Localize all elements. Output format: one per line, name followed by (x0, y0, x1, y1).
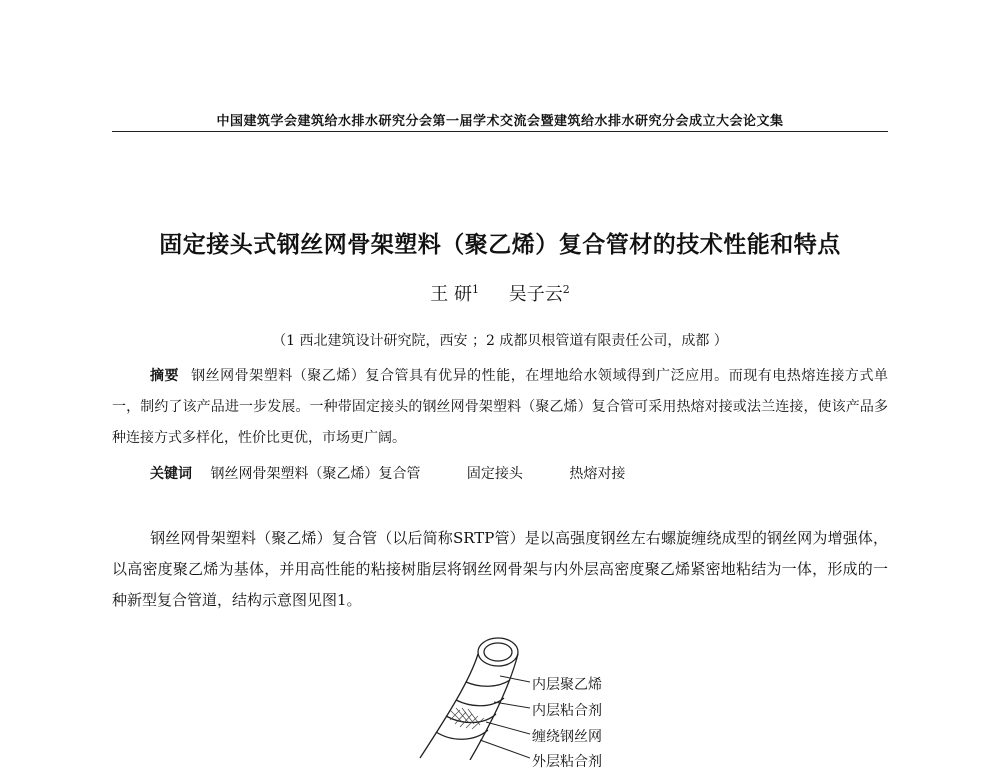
abstract-text: 钢丝网骨架塑料（聚乙烯）复合管具有优异的性能，在埋地给水领域得到广泛应用。而现有电热熔连接方式单一，制约了该产品进一步发展。一种带固定接头的钢丝网骨架塑料（聚乙烯）复合管可采用热熔对接或法兰连接，使该产品多种连接方式多样化，性价比更优，市场更广阔。 (112, 368, 888, 446)
leader-line (480, 740, 530, 758)
pipe-inner-ellipse (484, 643, 512, 661)
body-paragraph (112, 523, 888, 616)
author-affiliation-mark: 1 (472, 283, 479, 296)
keyword: 固定接头 (466, 466, 523, 482)
author-name: 吴子云 (508, 284, 563, 305)
author (430, 280, 479, 306)
keywords (112, 463, 888, 483)
layer-band (436, 730, 488, 739)
abstract-label: 摘要 (150, 368, 180, 384)
pipe-structure-drawing (400, 630, 530, 760)
layer-band (466, 680, 510, 686)
pipe-structure-figure (400, 630, 650, 770)
author-line (0, 280, 1000, 306)
wire-mesh-hatch (450, 708, 484, 729)
pipe-right-wall (470, 654, 518, 760)
leader-line (486, 722, 530, 734)
affiliation-line: （1 西北建筑设计研究院，西安 ；2 成都贝根管道有限责任公司，成都 ） (272, 333, 728, 349)
pipe-left-wall (420, 654, 478, 758)
keyword: 热熔对接 (569, 466, 626, 482)
abstract (112, 361, 888, 454)
keywords-label: 关键词 (150, 466, 192, 482)
header-rule (112, 131, 888, 132)
author-affiliation-mark: 2 (562, 283, 570, 296)
figure-label: 内层聚乙烯 (532, 677, 602, 693)
body-paragraph-text: 钢丝网骨架塑料（聚乙烯）复合管（以后简称SRTP管）是以高强度钢丝左右螺旋缠绕成型的钢丝网为增强体，以高密度聚乙烯为基体，并用高性能的粘接树脂层将钢丝网骨架与内外层高密度聚乙烯紧密地粘结为一体，形成的一种新型复合管道，结构示意图见图1。 (112, 529, 888, 609)
running-header: 中国建筑学会建筑给水排水研究分会第一届学术交流会暨建筑给水排水研究分会成立大会论文集 (216, 114, 784, 129)
author (509, 280, 570, 306)
paper-title: 固定接头式钢丝网骨架塑料（聚乙烯）复合管材的技术性能和特点 (159, 232, 841, 258)
author-name: 王 研 (430, 284, 472, 305)
figure-label: 外层粘合剂 (532, 754, 602, 770)
figure-label: 缠绕钢丝网 (532, 729, 602, 745)
figure-label: 内层粘合剂 (532, 703, 602, 719)
keyword: 钢丝网骨架塑料（聚乙烯）复合管 (210, 466, 421, 482)
leader-line (500, 676, 530, 682)
layer-band (456, 698, 504, 706)
